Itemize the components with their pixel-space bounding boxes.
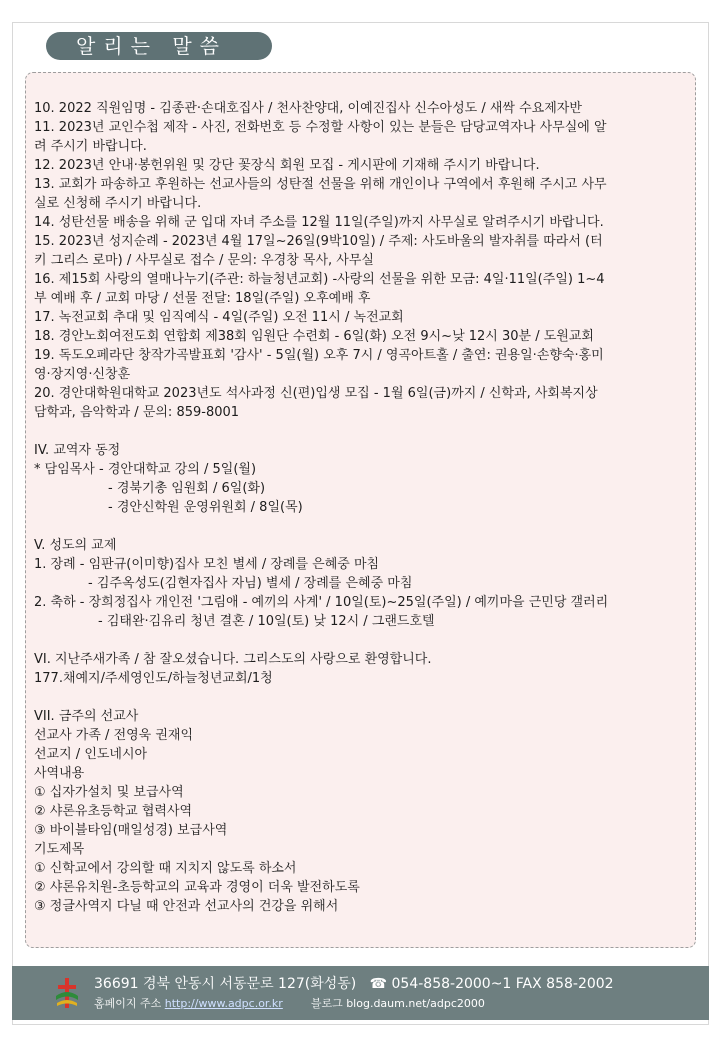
address-text: 36691 경북 안동시 서동문로 127(화성동)	[94, 976, 357, 992]
page-title: 알리는 말씀	[46, 32, 272, 60]
notice-line: 20. 경안대학원대학교 2023년도 석사과정 신(편)입생 모집 - 1월 6일(금)까지 / 신학과, 사회복지상	[34, 386, 598, 401]
notice-line: 19. 독도오페라단 창작가곡발표회 '감사' - 5일(월) 오후 7시 / 영곡아트홀 / 출연: 권용일·손향숙·홍미	[34, 348, 604, 363]
pastor-news-line: * 담임목사 - 경안대학교 강의 / 5일(월)	[34, 462, 257, 477]
notice-line: 10. 2022 직원임명 - 김종관·손대호집사 / 천사찬양대, 이예진집사 신수아성도 / 새싹 수요제자반	[34, 101, 582, 116]
missionary-line: ③ 정글사역지 다닐 때 안전과 선교사의 건강을 위해서	[34, 899, 339, 914]
section-heading: VII. 금주의 선교사	[34, 709, 139, 724]
section-new-family	[34, 650, 687, 688]
phone-fax-text: ☎ 054-858-2000~1 FAX 858-2002	[369, 976, 614, 992]
missionary-line: ② 샤론유초등학교 협력사역	[34, 804, 193, 819]
notice-line: 15. 2023년 성지순례 - 2023년 4월 17일~26일(9박10일) / 주제: 사도바울의 발자취를 따라서 (터	[34, 234, 603, 249]
missionary-line: ① 신학교에서 강의할 때 지치지 않도록 하소서	[34, 861, 297, 876]
blog-label: 블로그	[310, 997, 343, 1010]
pastor-news-line: - 경북기총 임원회 / 6일(화)	[108, 481, 266, 496]
missionary-line: 선교사 가족 / 전영욱 권재익	[34, 728, 194, 743]
notice-list	[34, 99, 687, 422]
missionary-line: ① 십자가설치 및 보급사역	[34, 785, 184, 800]
missionary-line: ② 샤론유치원-초등학교의 교육과 경영이 더욱 발전하도록	[34, 880, 360, 895]
notice-line: 14. 성탄선물 배송을 위해 군 입대 자녀 주소를 12월 11일(주일)까지 사무실로 알려주시기 바랍니다.	[34, 215, 604, 230]
homepage-label: 홈페이지 주소	[94, 997, 162, 1010]
notice-line: 17. 녹전교회 추대 및 임직예식 - 4일(주일) 오전 11시 / 녹전교회	[34, 310, 404, 325]
pastor-news-line: - 경안신학원 운영위원회 / 8일(목)	[108, 500, 303, 515]
section-heading: V. 성도의 교제	[34, 538, 117, 553]
notice-line: 18. 경안노회여전도회 연합회 제38회 임원단 수련회 - 6일(화) 오전 9시~낮 12시 30분 / 도원교회	[34, 329, 594, 344]
notice-line: 실로 신청해 주시기 바랍니다.	[34, 196, 202, 211]
blog-link[interactable]: blog.daum.net/adpc2000	[346, 997, 485, 1010]
fellowship-line: - 김태완·김유리 청년 결혼 / 10일(토) 낮 12시 / 그랜드호텔	[98, 614, 435, 629]
section-fellowship	[34, 536, 687, 631]
footer-bar	[12, 966, 709, 1020]
notice-line: 담학과, 음악학과 / 문의: 859-8001	[34, 405, 240, 420]
section-pastor-news	[34, 441, 687, 517]
footer-web	[94, 997, 485, 1011]
notice-line: 13. 교회가 파송하고 후원하는 선교사들의 성탄절 선물을 위해 개인이나 구역에서 후원해 주시고 사무	[34, 177, 607, 192]
fellowship-line: - 김주옥성도(김현자집사 자님) 별세 / 장례를 은혜중 마침	[88, 576, 413, 591]
notice-line: 키 그리스 로마) / 사무실로 접수 / 문의: 우경창 목사, 사무실	[34, 253, 374, 268]
missionary-line: 사역내용	[34, 766, 85, 781]
notice-line: 16. 제15회 사랑의 열매나누기(주관: 하늘청년교회) -사랑의 선물을 위한 모금: 4일·11일(주일) 1~4	[34, 272, 605, 287]
homepage-link[interactable]: http://www.adpc.or.kr	[164, 997, 283, 1010]
fellowship-line: 1. 장례 - 임판규(이미향)집사 모친 별세 / 장례를 은혜중 마침	[34, 557, 380, 572]
church-logo-icon	[54, 976, 80, 1010]
notice-line: 려 주시기 바랍니다.	[34, 139, 147, 154]
notice-line: 11. 2023년 교인수첩 제작 - 사진, 전화번호 등 수정할 사항이 있는 분들은 담당교역자나 사무실에 알	[34, 120, 607, 135]
missionary-line: 선교지 / 인도네시아	[34, 747, 148, 762]
section-heading: VI. 지난주새가족 / 참 잘오셨습니다. 그리스도의 사랑으로 환영합니다.	[34, 652, 432, 667]
notice-line: 영·장지영·신창훈	[34, 367, 131, 382]
missionary-line: ③ 바이블타임(매일성경) 보급사역	[34, 823, 228, 838]
notice-line: 12. 2023년 안내·봉헌위원 및 강단 꽃장식 회원 모집 - 게시판에 기재해 주시기 바랍니다.	[34, 158, 540, 173]
section-missionary	[34, 707, 687, 916]
missionary-line: 기도제목	[34, 842, 85, 857]
fellowship-line: 2. 축하 - 장희정집사 개인전 '그림애 - 예끼의 사계' / 10일(토)~25일(주일) / 예끼마을 근민당 갤러리	[34, 595, 609, 610]
footer-address	[94, 975, 614, 993]
section-heading: IV. 교역자 동정	[34, 443, 121, 458]
notice-line: 부 예배 후 / 교회 마당 / 선물 전달: 18일(주일) 오후예배 후	[34, 291, 371, 306]
new-family-line: 177.채예지/주세영인도/하늘청년교회/1청	[34, 671, 273, 686]
notice-panel	[25, 72, 696, 948]
